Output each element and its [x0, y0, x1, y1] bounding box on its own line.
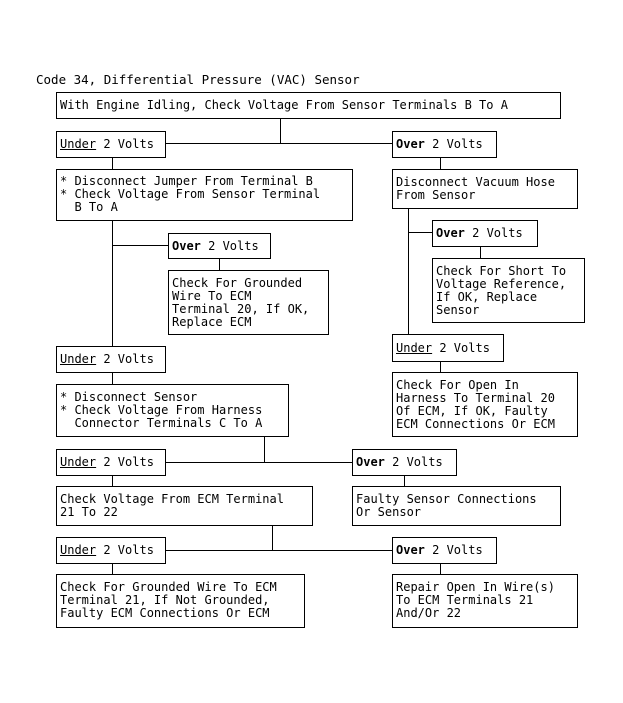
branch-label: 2 Volts	[464, 226, 523, 240]
branch-over-2-volts	[168, 233, 271, 259]
disconnect-vacuum-hose-box: Disconnect Vacuum Hose From Sensor	[392, 169, 578, 209]
branch-label: 2 Volts	[424, 543, 483, 557]
repair-open-wire-box: Repair Open In Wire(s) To ECM Terminals 21 And/Or 22	[392, 574, 578, 628]
branch-under-2-volts	[56, 131, 166, 158]
branch-over-2-volts	[392, 131, 497, 158]
branch-under-2-volts	[392, 334, 504, 362]
branch-key: Under	[60, 352, 97, 366]
grounded-wire-terminal-20-box: Check For Grounded Wire To ECM Terminal 20, If OK, Replace ECM	[168, 270, 329, 335]
branch-key: Over	[356, 455, 385, 469]
branch-under-2-volts	[56, 449, 166, 476]
branch-label: 2 Volts	[384, 455, 443, 469]
branch-label: 2 Volts	[432, 340, 490, 355]
branch-label: 2 Volts	[200, 238, 259, 253]
branch-key: Over	[172, 238, 201, 253]
branch-key: Over	[396, 137, 425, 151]
grounded-wire-terminal-21-box: Check For Grounded Wire To ECM Terminal 21, If Not Grounded, Faulty ECM Connections Or ECM	[56, 574, 305, 628]
open-harness-terminal-20-box: Check For Open In Harness To Terminal 20 Of ECM, If OK, Faulty ECM Connections Or ECM	[392, 372, 578, 437]
branch-key: Over	[396, 543, 425, 557]
branch-label: 2 Volts	[96, 137, 154, 151]
branch-over-2-volts	[392, 537, 497, 564]
branch-label: 2 Volts	[96, 352, 154, 366]
chart-title: Code 34, Differential Pressure (VAC) Sensor	[36, 72, 360, 87]
branch-label: 2 Volts	[96, 543, 154, 557]
disconnect-sensor-box: * Disconnect Sensor * Check Voltage From Harness Connector Terminals C To A	[56, 384, 289, 437]
branch-label: 2 Volts	[96, 455, 154, 469]
branch-under-2-volts	[56, 346, 166, 373]
disconnect-jumper-box: * Disconnect Jumper From Terminal B * Check Voltage From Sensor Terminal B To A	[56, 169, 353, 221]
branch-key: Under	[60, 137, 97, 151]
branch-key: Over	[436, 226, 465, 240]
short-to-voltage-reference-box: Check For Short To Voltage Reference, If OK, Replace Sensor	[432, 258, 585, 323]
branch-over-2-volts	[432, 220, 538, 247]
branch-key: Under	[60, 543, 97, 557]
branch-under-2-volts	[56, 537, 166, 564]
faulty-sensor-box: Faulty Sensor Connections Or Sensor	[352, 486, 561, 526]
branch-key: Under	[60, 455, 97, 469]
branch-key: Under	[396, 340, 433, 355]
ecm-voltage-check-box: Check Voltage From ECM Terminal 21 To 22	[56, 486, 313, 526]
start-step-box: With Engine Idling, Check Voltage From Sensor Terminals B To A	[56, 92, 561, 119]
branch-label: 2 Volts	[424, 137, 483, 151]
branch-over-2-volts	[352, 449, 457, 476]
